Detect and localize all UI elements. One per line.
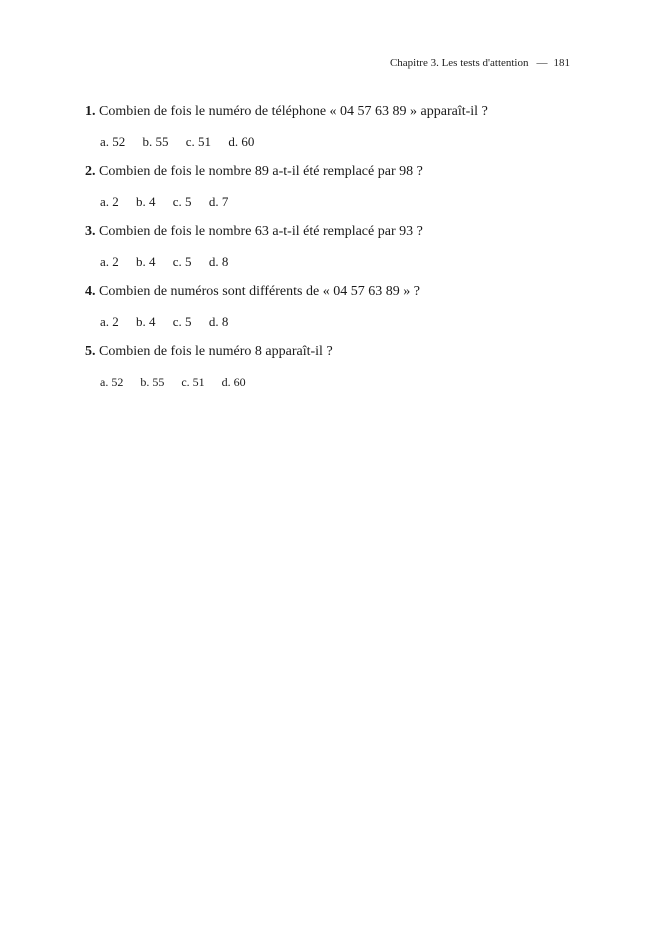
answer-option-a[interactable]: a. 2 [100,194,119,209]
answer-option-c[interactable]: c. 5 [172,194,192,209]
answer-option-b[interactable]: b. 4 [136,314,156,329]
answer-option-b[interactable]: b. 55 [142,134,169,149]
answer-options [85,314,565,330]
question-number: 5. [85,344,96,359]
answer-options [85,254,565,270]
page-number: 181 [553,57,570,69]
answer-options [85,374,565,390]
answer-options [85,134,565,150]
question-body: Combien de fois le numéro 8 apparaît-il ? [99,344,333,359]
question-list [85,103,565,390]
question-body: Combien de numéros sont différents de « 04 57 63 89 » ? [99,284,420,299]
question-3 [85,223,565,270]
answer-option-b[interactable]: b. 55 [140,375,165,389]
answer-option-c[interactable]: c. 51 [185,134,212,149]
answer-option-a[interactable]: a. 52 [100,375,124,389]
question-body: Combien de fois le nombre 63 a-t-il été remplacé par 93 ? [99,224,423,239]
answer-option-a[interactable]: a. 2 [100,314,119,329]
answer-option-d[interactable]: d. 60 [221,375,246,389]
question-body: Combien de fois le numéro de téléphone « 04 57 63 89 » apparaît-il ? [99,104,488,119]
question-2 [85,163,565,210]
question-text [85,103,565,121]
answer-option-a[interactable]: a. 2 [100,254,119,269]
question-body: Combien de fois le nombre 89 a-t-il été remplacé par 98 ? [99,164,423,179]
question-1 [85,103,565,150]
answer-option-d[interactable]: d. 8 [208,254,229,269]
answer-option-a[interactable]: a. 52 [100,134,126,149]
question-number: 1. [85,104,96,119]
question-number: 2. [85,164,96,179]
question-text [85,223,565,241]
answer-options [85,194,565,210]
answer-option-d[interactable]: d. 8 [208,314,229,329]
answer-option-c[interactable]: c. 5 [172,254,192,269]
question-text [85,163,565,181]
question-5 [85,343,565,390]
answer-option-b[interactable]: b. 4 [136,194,156,209]
answer-option-b[interactable]: b. 4 [136,254,156,269]
answer-option-c[interactable]: c. 5 [172,314,192,329]
header-dash: — [536,57,548,69]
question-number: 4. [85,284,96,299]
running-header [390,57,570,69]
question-4 [85,283,565,330]
answer-option-c[interactable]: c. 51 [181,375,205,389]
question-text [85,343,565,361]
answer-option-d[interactable]: d. 7 [208,194,229,209]
question-text [85,283,565,301]
chapter-title: Chapitre 3. Les tests d'attention [389,57,529,69]
answer-option-d[interactable]: d. 60 [228,134,255,149]
question-number: 3. [85,224,96,239]
